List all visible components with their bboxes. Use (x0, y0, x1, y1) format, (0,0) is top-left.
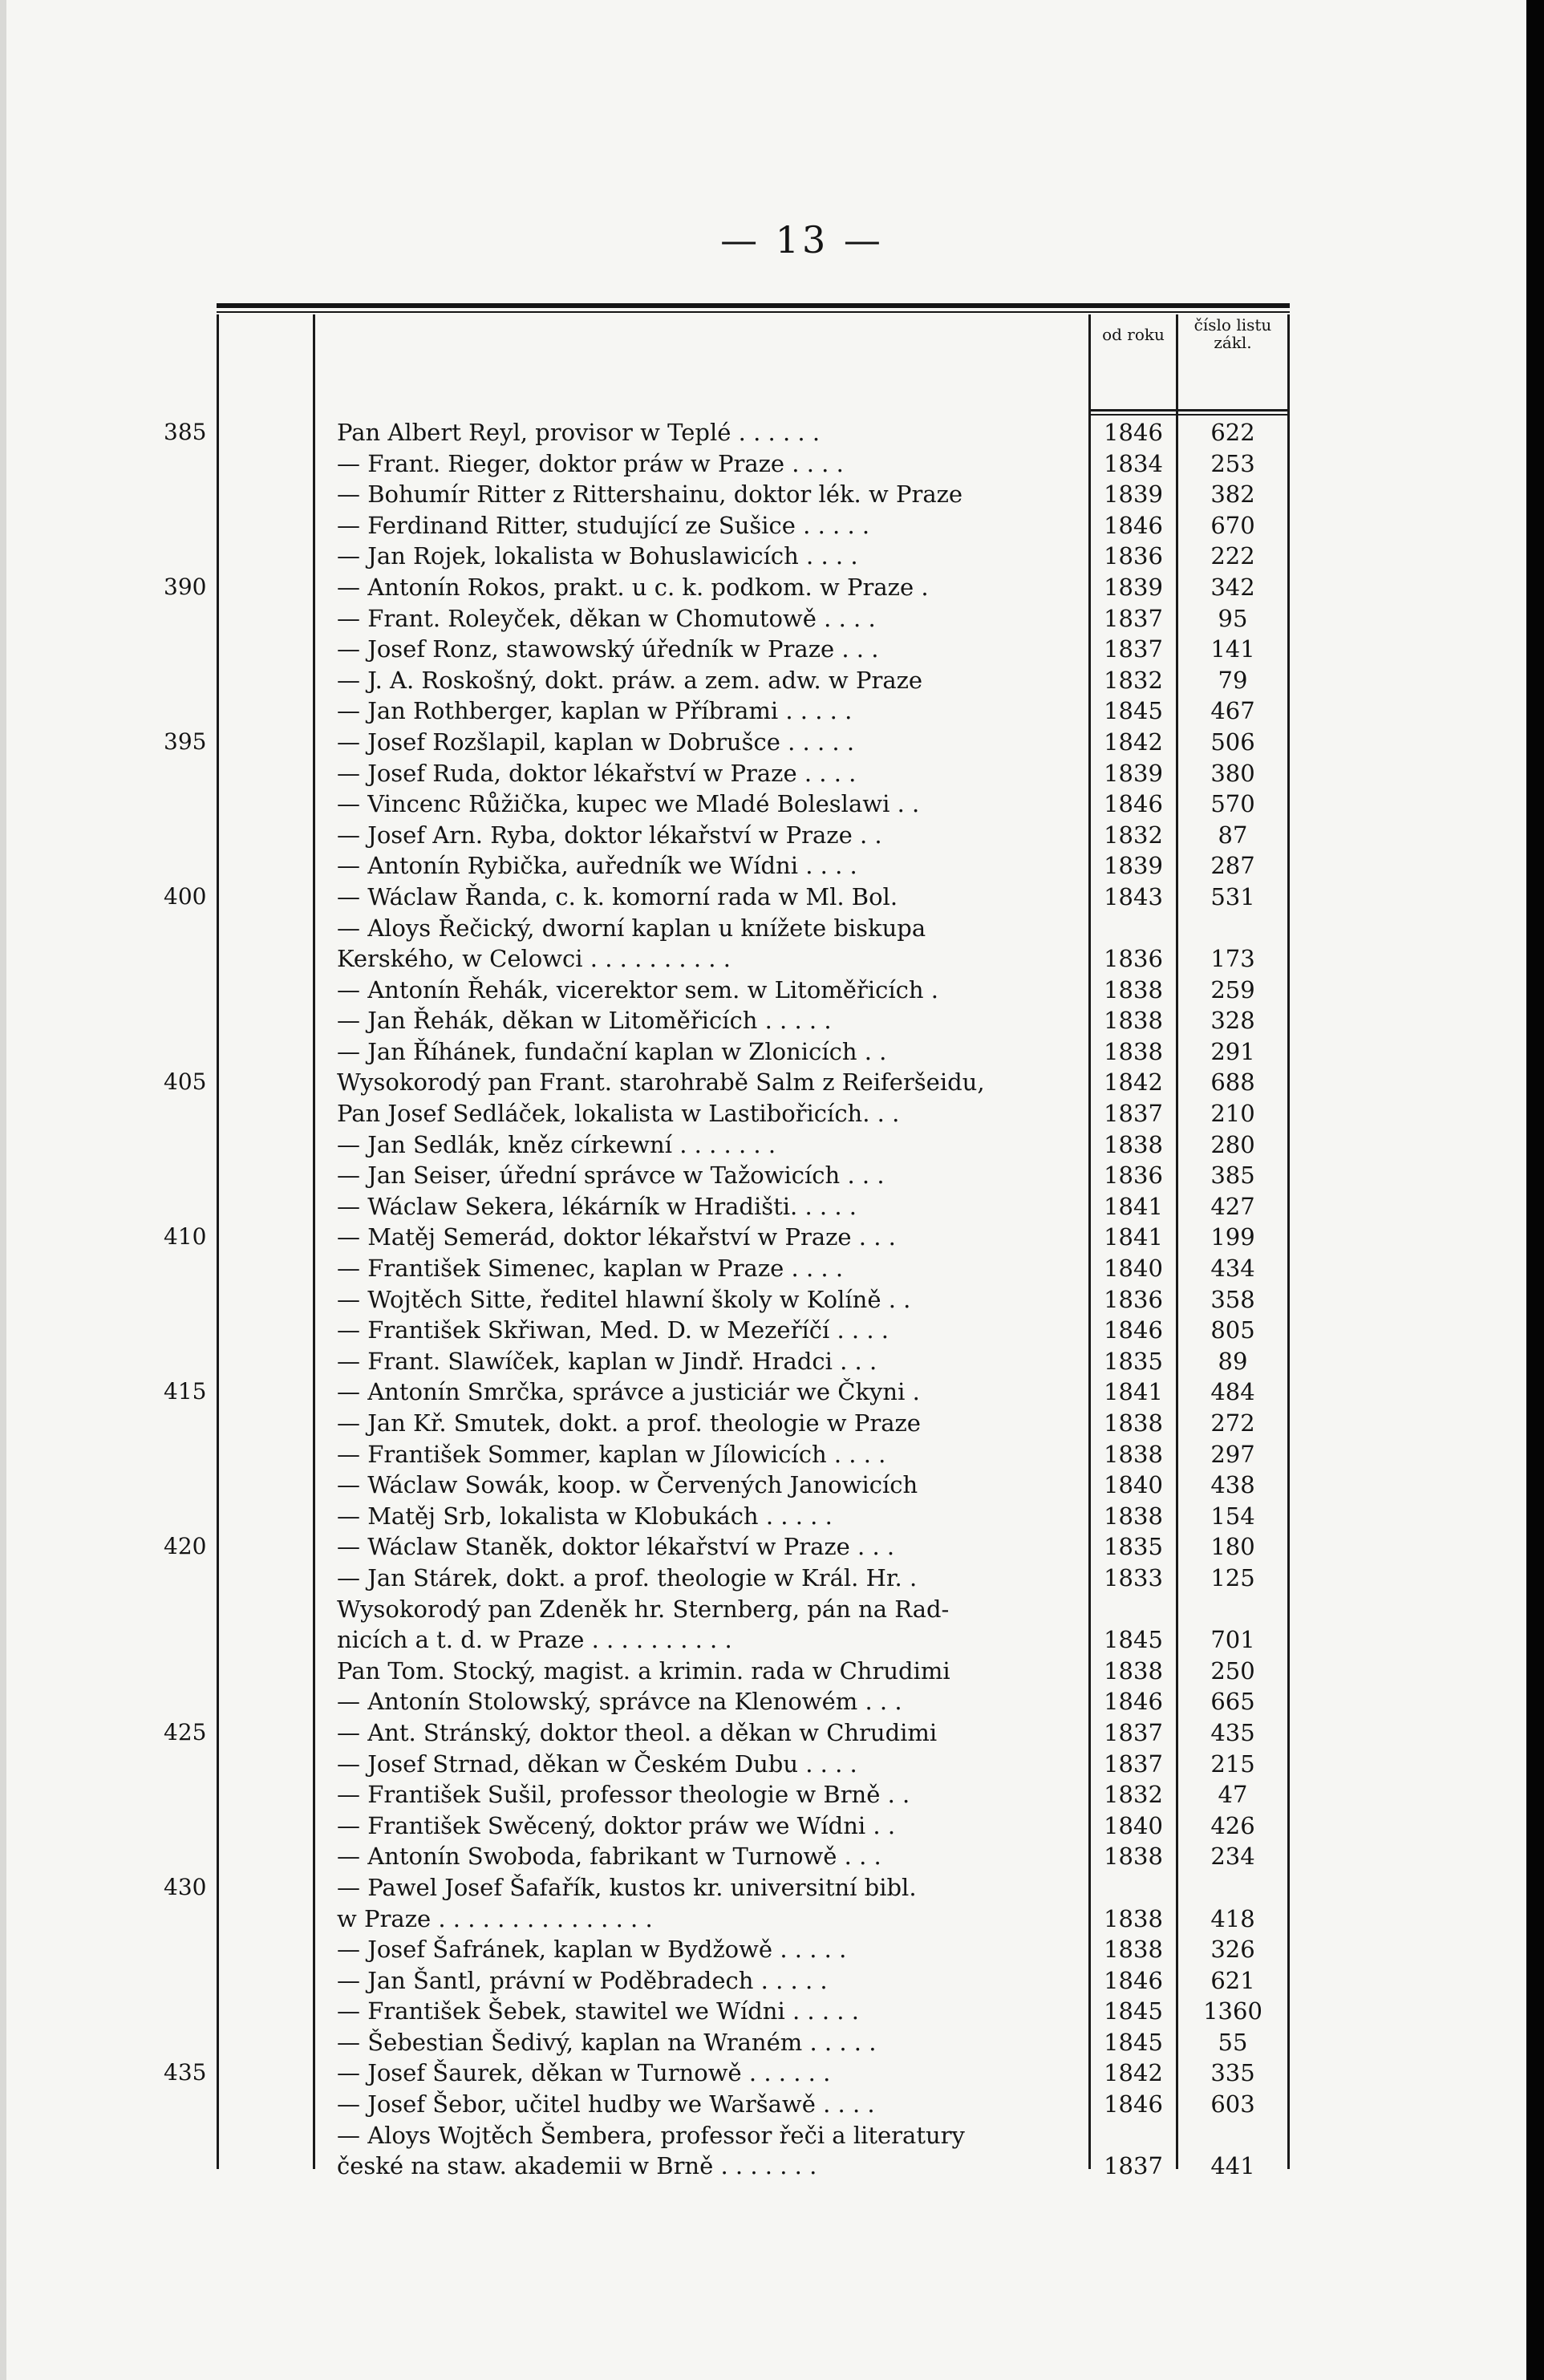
entry-page: 79 (1218, 666, 1248, 694)
entry-page: 210 (1210, 1100, 1255, 1128)
table-row (164, 882, 1290, 913)
row-number: 395 (164, 728, 207, 755)
entry-year: 1836 (1104, 542, 1163, 570)
row-number: 385 (164, 419, 207, 445)
page-edge-right (1526, 0, 1544, 2380)
entry-page: 47 (1218, 1781, 1248, 1809)
row-number: 410 (164, 1223, 207, 1251)
entry-text: — Wáclaw Staněk, doktor lékařství w Praze . . . (337, 1533, 895, 1561)
entry-text: — Josef Ronz, stawowský úředník w Praze . . . (337, 635, 879, 663)
entry-page: 95 (1218, 604, 1248, 632)
entry-year: 1845 (1104, 2028, 1163, 2056)
entry-page: 484 (1210, 1378, 1255, 1406)
entry-page: 272 (1210, 1409, 1255, 1437)
entry-year: 1839 (1104, 852, 1163, 880)
table-row (217, 1036, 1290, 1068)
table-row (164, 1377, 1290, 1408)
entry-year: 1839 (1104, 480, 1163, 509)
entry-text: — Antonín Rybička, auředník we Wídni . . . . (337, 852, 857, 880)
header-cislo-listu: číslo listu zákl. (1193, 315, 1272, 352)
entry-text: — Antonín Stolowský, správce na Klenowém . . . (337, 1688, 902, 1716)
entry-text: — Josef Ruda, doktor lékařství w Praze . . . . (337, 759, 857, 787)
entry-text: — František Skřiwan, Med. D. w Mezeříčí . . . . (337, 1316, 889, 1344)
entry-page: 603 (1210, 2090, 1255, 2118)
entry-page: 291 (1210, 1037, 1255, 1065)
entry-year: 1842 (1104, 2059, 1163, 2087)
entry-page: 805 (1210, 1316, 1255, 1344)
entry-text: — Aloys Řečický, dworní kaplan u knížete biskupa (337, 914, 926, 942)
table-row (217, 665, 1290, 696)
entry-text: — J. A. Roskošný, dokt. práw. a zem. adw. w Praze (337, 666, 923, 694)
entry-text: Pan Albert Reyl, provisor w Teplé . . . . . . (337, 419, 821, 446)
entry-page: 234 (1210, 1843, 1255, 1871)
entry-page: 326 (1210, 1936, 1255, 1964)
table-row (217, 1315, 1290, 1346)
header-rule-thin (1088, 414, 1290, 416)
entry-page: 259 (1210, 975, 1255, 1003)
entry-year: 1846 (1104, 2090, 1163, 2118)
table-row (217, 603, 1290, 635)
entry-page: 335 (1210, 2059, 1255, 2087)
entry-page: 467 (1210, 697, 1255, 725)
entry-page: 199 (1210, 1223, 1255, 1251)
table-row (217, 2151, 1290, 2182)
table-row (164, 1872, 1290, 1904)
table-row (217, 1934, 1290, 1965)
entry-page: 215 (1210, 1750, 1255, 1778)
table-row (217, 1501, 1290, 1532)
entry-text: — Matěj Srb, lokalista w Klobukách . . . . . (337, 1502, 833, 1530)
entry-text: — Antonín Smrčka, správce a justiciár we Čkyni . (337, 1378, 920, 1406)
entry-text: — Josef Šaurek, děkan w Turnowě . . . . . . (337, 2059, 831, 2087)
table-row (217, 789, 1290, 820)
table-row (217, 2089, 1290, 2120)
entry-page: 125 (1210, 1563, 1255, 1591)
entry-year: 1833 (1104, 1563, 1163, 1591)
row-number: 405 (164, 1068, 207, 1096)
table-row (217, 975, 1290, 1006)
entry-page: 385 (1210, 1162, 1255, 1190)
entry-year: 1837 (1104, 635, 1163, 663)
table-row (164, 417, 1290, 448)
entry-text: — František Šebek, stawitel we Wídni . . . . . (337, 1997, 859, 2025)
entry-text: — Antonín Řehák, vicerektor sem. w Litoměřicích . (337, 975, 938, 1003)
entry-page: 280 (1210, 1130, 1255, 1158)
entry-text: — Jan Kř. Smutek, dokt. a prof. theologie w Praze (337, 1409, 921, 1437)
entry-year: 1838 (1104, 1936, 1163, 1964)
row-number: 425 (164, 1718, 207, 1745)
table-row (217, 695, 1290, 727)
entry-text: — František Sommer, kaplan w Jílowicích . . . . (337, 1440, 886, 1468)
table-top-rule (217, 303, 1290, 308)
entry-year: 1843 (1104, 882, 1163, 910)
table-row (164, 1531, 1290, 1563)
entry-text: — František Sušil, professor theologie w Brně . . (337, 1781, 910, 1809)
entry-text: — Vincenc Růžička, kupec we Mladé Boleslawi . . (337, 790, 920, 818)
entry-year: 1838 (1104, 1440, 1163, 1468)
entry-text: — Jan Šantl, právní w Poděbradech . . . . . (337, 1966, 828, 1994)
entry-year: 1845 (1104, 697, 1163, 725)
entry-year: 1838 (1104, 1007, 1163, 1035)
table-row (217, 1965, 1290, 1997)
entry-year: 1832 (1104, 821, 1163, 849)
entry-text: — Jan Stárek, dokt. a prof. theologie w Král. Hr. . (337, 1563, 918, 1591)
entry-text: Pan Josef Sedláček, lokalista w Lastibořicích. . . (337, 1100, 900, 1128)
entry-text: Pan Tom. Stocký, magist. a krimin. rada w Chrudimi (337, 1656, 950, 1685)
entry-text: — Antonín Swoboda, fabrikant w Turnowě . . . (337, 1843, 881, 1871)
table-row (217, 2027, 1290, 2058)
entry-page: 287 (1210, 852, 1255, 880)
table-row (217, 448, 1290, 480)
entry-year: 1842 (1104, 1068, 1163, 1097)
entry-text: — Frant. Slawíček, kaplan w Jindř. Hradci . . . (337, 1347, 877, 1375)
entry-text: — Bohumír Ritter z Rittershainu, doktor lék. w Praze (337, 480, 963, 509)
entry-year: 1838 (1104, 1130, 1163, 1158)
entry-year: 1840 (1104, 1471, 1163, 1499)
table-row (217, 913, 1290, 944)
table-row (217, 1005, 1290, 1036)
table-rows (164, 417, 1290, 2182)
entry-page: 297 (1210, 1440, 1255, 1468)
entry-text: Kerského, w Celowci . . . . . . . . . . (337, 945, 731, 973)
table-row (217, 1563, 1290, 1594)
entry-year: 1838 (1104, 1904, 1163, 1932)
entry-text: — Wáclaw Sowák, koop. w Červených Janowicích (337, 1471, 918, 1499)
row-number: 420 (164, 1533, 207, 1560)
table-row (217, 1594, 1290, 1625)
table-row (217, 1686, 1290, 1717)
entry-year: 1832 (1104, 666, 1163, 694)
header-rule (1088, 409, 1290, 412)
entry-page: 418 (1210, 1904, 1255, 1932)
table-row (164, 1222, 1290, 1253)
entry-year: 1838 (1104, 1409, 1163, 1437)
entry-year: 1837 (1104, 1750, 1163, 1778)
entry-year: 1845 (1104, 1997, 1163, 2025)
entry-text: — Jan Sedlák, kněz církewní . . . . . . . (337, 1130, 776, 1158)
entry-year: 1838 (1104, 975, 1163, 1003)
entry-page: 435 (1210, 1718, 1255, 1746)
entry-year: 1846 (1104, 1966, 1163, 1994)
entry-text: — Jan Seiser, úřední správce w Tažowicích . . . (337, 1162, 885, 1190)
table-row (164, 572, 1290, 603)
entry-year: 1842 (1104, 728, 1163, 756)
entry-text: — Josef Strnad, děkan w Českém Dubu . . . . (337, 1750, 857, 1778)
table-row (217, 510, 1290, 541)
table-row (217, 1779, 1290, 1810)
table-row (217, 1284, 1290, 1316)
entry-year: 1846 (1104, 790, 1163, 818)
entry-page: 141 (1210, 635, 1255, 663)
entry-text: — František Simenec, kaplan w Praze . . . . (337, 1255, 844, 1283)
entry-text: — Josef Arn. Ryba, doktor lékařství w Praze . . (337, 821, 882, 849)
entry-year: 1841 (1104, 1378, 1163, 1406)
entry-year: 1839 (1104, 759, 1163, 787)
entry-page: 622 (1210, 419, 1255, 446)
entry-page: 250 (1210, 1656, 1255, 1685)
entry-year: 1840 (1104, 1255, 1163, 1283)
entry-text: — Antonín Rokos, prakt. u c. k. podkom. w Praze . (337, 573, 929, 601)
table-row (217, 1656, 1290, 1687)
entry-year: 1846 (1104, 1688, 1163, 1716)
table-row (217, 820, 1290, 851)
entry-text: — Frant. Roleyček, děkan w Chomutowě . . . . (337, 604, 876, 632)
entry-year: 1835 (1104, 1533, 1163, 1561)
header-od-roku: od roku (1102, 325, 1165, 344)
entry-year: 1838 (1104, 1843, 1163, 1871)
entry-year: 1838 (1104, 1656, 1163, 1685)
entry-text: nicích a t. d. w Praze . . . . . . . . . . (337, 1626, 732, 1654)
entry-year: 1841 (1104, 1223, 1163, 1251)
entry-page: 438 (1210, 1471, 1255, 1499)
entry-page: 670 (1210, 511, 1255, 539)
row-number: 430 (164, 1873, 207, 1900)
table-row (217, 634, 1290, 665)
entry-page: 253 (1210, 449, 1255, 477)
entry-text: — Wojtěch Sitte, ředitel hlawní školy w Kolíně . . (337, 1285, 911, 1313)
entry-page: 701 (1210, 1626, 1255, 1654)
entry-year: 1846 (1104, 511, 1163, 539)
table-row (217, 1439, 1290, 1470)
table-row (217, 541, 1290, 572)
entry-page: 506 (1210, 728, 1255, 756)
table-row (217, 1841, 1290, 1872)
row-number: 400 (164, 882, 207, 910)
entry-page: 426 (1210, 1811, 1255, 1839)
entry-year: 1839 (1104, 573, 1163, 601)
entry-year: 1846 (1104, 419, 1163, 446)
table-row (217, 943, 1290, 975)
table-row (217, 1191, 1290, 1222)
entry-page: 328 (1210, 1007, 1255, 1035)
entry-year: 1840 (1104, 1811, 1163, 1839)
table-row (217, 1904, 1290, 1935)
entry-year: 1838 (1104, 1502, 1163, 1530)
table-top-rule-thin (217, 311, 1290, 313)
page-edge-left (0, 0, 6, 2380)
entry-page: 173 (1210, 945, 1255, 973)
table-row (217, 1160, 1290, 1191)
entry-text: Wysokorodý pan Frant. starohrabě Salm z Reiferšeidu, (337, 1068, 985, 1097)
table-row (217, 1470, 1290, 1501)
entry-year: 1846 (1104, 1316, 1163, 1344)
entry-text: — Wáclaw Sekera, lékárník w Hradišti. . . . . (337, 1192, 857, 1220)
entry-text: — Ant. Stránský, doktor theol. a děkan w Chrudimi (337, 1718, 938, 1746)
entry-year: 1835 (1104, 1347, 1163, 1375)
entry-page: 688 (1210, 1068, 1255, 1097)
entry-text: — Matěj Semerád, doktor lékařství w Praze . . . (337, 1223, 896, 1251)
entry-text: — Jan Řehák, děkan w Litoměřicích . . . . . (337, 1007, 832, 1035)
entry-year: 1837 (1104, 604, 1163, 632)
entry-text: Wysokorodý pan Zdeněk hr. Sternberg, pán na Rad- (337, 1595, 950, 1623)
entry-text: české na staw. akademii w Brně . . . . . . . (337, 2152, 817, 2180)
entry-year: 1837 (1104, 1718, 1163, 1746)
page-number: — 13 — (720, 218, 884, 262)
entry-page: 1360 (1203, 1997, 1262, 2025)
entry-text: — Josef Rozšlapil, kaplan w Dobrušce . . . . . (337, 728, 855, 756)
entry-page: 87 (1218, 821, 1248, 849)
entry-text: — Josef Šafránek, kaplan w Bydžowě . . . . . (337, 1936, 847, 1964)
entry-page: 222 (1210, 542, 1255, 570)
table-row (217, 479, 1290, 510)
row-number: 435 (164, 2059, 207, 2086)
entry-year: 1834 (1104, 449, 1163, 477)
entry-page: 570 (1210, 790, 1255, 818)
row-number: 390 (164, 573, 207, 600)
entry-page: 89 (1218, 1347, 1248, 1375)
entry-page: 382 (1210, 480, 1255, 509)
table-row (217, 1129, 1290, 1161)
entry-year: 1841 (1104, 1192, 1163, 1220)
table-row (217, 1346, 1290, 1377)
entry-text: — Pawel Josef Šafařík, kustos kr. universitní bibl. (337, 1873, 917, 1901)
entry-text: — Wáclaw Řanda, c. k. komorní rada w Ml. Bol. (337, 882, 898, 910)
table-row (164, 1717, 1290, 1749)
entry-page: 55 (1218, 2028, 1248, 2056)
table-row (217, 758, 1290, 789)
entry-text: — Ferdinand Ritter, studující ze Sušice . . . . . (337, 511, 870, 539)
row-number: 415 (164, 1378, 207, 1405)
table-row (217, 1996, 1290, 2027)
entry-page: 665 (1210, 1688, 1255, 1716)
entry-text: w Praze . . . . . . . . . . . . . . . (337, 1904, 653, 1932)
entry-text: — Šebestian Šedivý, kaplan na Wraném . . . . . (337, 2028, 877, 2056)
entry-page: 180 (1210, 1533, 1255, 1561)
table-row (164, 727, 1290, 758)
table-row (217, 850, 1290, 882)
entry-text: — Josef Šebor, učitel hudby we Waršawě . . . . (337, 2090, 875, 2118)
entry-page: 621 (1210, 1966, 1255, 1994)
entry-text: — Jan Rothberger, kaplan w Příbrami . . . . . (337, 697, 853, 725)
entry-year: 1832 (1104, 1781, 1163, 1809)
entry-year: 1836 (1104, 1162, 1163, 1190)
table-row (164, 2058, 1290, 2089)
entry-year: 1837 (1104, 1100, 1163, 1128)
table-row (217, 1624, 1290, 1656)
entry-page: 441 (1210, 2152, 1255, 2180)
table-row (164, 1067, 1290, 1098)
entry-page: 154 (1210, 1502, 1255, 1530)
table-row (217, 2120, 1290, 2151)
entry-text: — Jan Rojek, lokalista w Bohuslawicích . . . . (337, 542, 858, 570)
entry-page: 531 (1210, 882, 1255, 910)
entry-page: 427 (1210, 1192, 1255, 1220)
entry-year: 1837 (1104, 2152, 1163, 2180)
entry-year: 1845 (1104, 1626, 1163, 1654)
table-row (217, 1253, 1290, 1284)
entry-page: 358 (1210, 1285, 1255, 1313)
entry-text: — Jan Říhánek, fundační kaplan w Zlonicích . . (337, 1037, 887, 1065)
entry-year: 1836 (1104, 945, 1163, 973)
entry-text: — Aloys Wojtěch Šembera, professor řeči a literatury (337, 2121, 965, 2149)
entry-text: — František Swěcený, doktor práw we Wídni . . (337, 1811, 896, 1839)
table-row (217, 1098, 1290, 1129)
table-row (217, 1749, 1290, 1780)
entry-year: 1838 (1104, 1037, 1163, 1065)
table-row (217, 1810, 1290, 1842)
entry-page: 380 (1210, 759, 1255, 787)
entry-page: 342 (1210, 573, 1255, 601)
entry-page: 434 (1210, 1255, 1255, 1283)
table-row (217, 1408, 1290, 1439)
entry-year: 1836 (1104, 1285, 1163, 1313)
member-table (164, 314, 1290, 2180)
entry-text: — Frant. Rieger, doktor práw w Praze . . . . (337, 449, 844, 477)
